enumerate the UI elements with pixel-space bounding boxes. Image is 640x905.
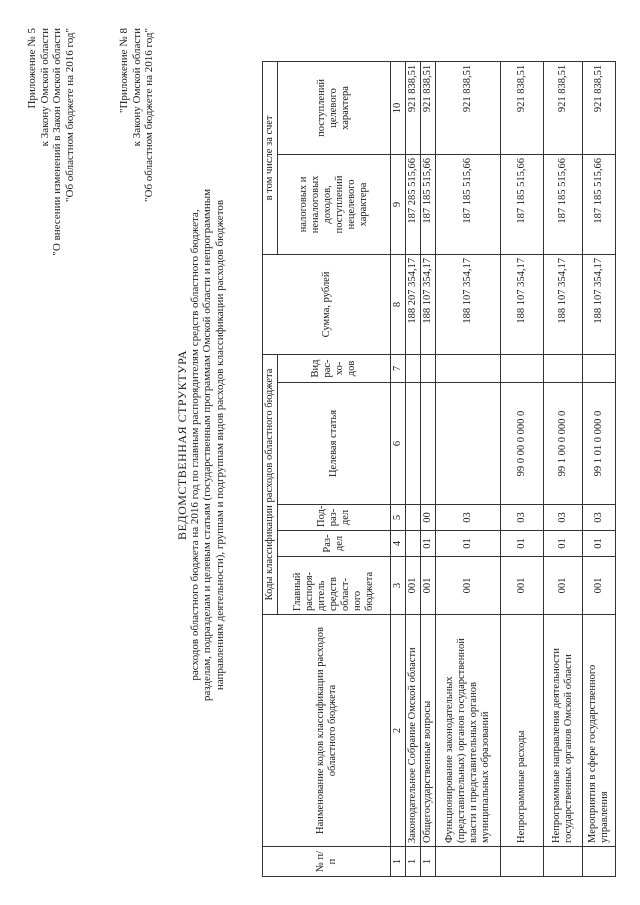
- row-vr: [406, 354, 421, 382]
- budget-structure-table: [262, 61, 616, 877]
- row-grbs: 001: [406, 557, 421, 615]
- row-nalog: 187 185 515,66: [583, 154, 616, 254]
- table-row: [421, 61, 436, 876]
- header-nalog: налоговых и неналоговых доходов, поступлений нецелевого характера: [278, 154, 391, 254]
- row-sum: 188 107 354,17: [436, 254, 501, 354]
- title-line2: расходов областного бюджета на 2016 год по главным распорядителям средств областного бюджета,: [188, 209, 201, 681]
- row-pr: 03: [583, 505, 616, 531]
- row-num: [583, 847, 616, 877]
- appendix-5-header: [26, 28, 76, 256]
- row-grbs: 001: [436, 557, 501, 615]
- row-nalog: 187 185 515,66: [544, 154, 583, 254]
- table-row: [406, 61, 421, 876]
- index-cell: 8: [391, 254, 406, 354]
- header-incl: в том числе за счет: [263, 61, 278, 254]
- header-sum: Сумма, рублей: [263, 254, 391, 354]
- row-nalog: 187 185 515,66: [421, 154, 436, 254]
- index-cell: 4: [391, 531, 406, 557]
- index-cell: 6: [391, 383, 406, 505]
- row-pr: 03: [544, 505, 583, 531]
- row-sum: 188 107 354,17: [583, 254, 616, 354]
- row-vr: [501, 354, 544, 382]
- row-name: Общегосударственные вопросы: [421, 615, 436, 847]
- row-vr: [421, 354, 436, 382]
- title-line3: разделам, подразделам и целевым статьям (государственным программам Омской области и непрограммным: [201, 188, 213, 702]
- header-codes: Коды классификации расходов областного бюджета: [263, 354, 278, 614]
- index-cell: 2: [391, 615, 406, 847]
- appendix-8-header: [118, 28, 156, 202]
- row-rz: 01: [436, 531, 501, 557]
- row-rz: 01: [544, 531, 583, 557]
- appendix-8-line2: к Закону Омской области: [130, 28, 143, 147]
- row-target: 921 838,51: [501, 61, 544, 154]
- row-cs: 99 0 00 0 000 0: [501, 383, 544, 505]
- appendix-8-line1: "Приложение № 8: [118, 28, 130, 114]
- row-vr: [583, 354, 616, 382]
- index-cell: 1: [391, 847, 406, 877]
- row-pr: 03: [501, 505, 544, 531]
- table-row: [583, 61, 616, 876]
- index-cell: 10: [391, 61, 406, 154]
- row-num: 1: [406, 847, 421, 877]
- index-cell: 7: [391, 354, 406, 382]
- appendix-5-line2: к Закону Омской области: [38, 28, 51, 147]
- row-vr: [436, 354, 501, 382]
- header-num: № п/п: [263, 847, 391, 877]
- row-num: [544, 847, 583, 877]
- appendix-5-line3: "О внесении изменений в Закон Омской области: [51, 28, 63, 256]
- document-title: [176, 145, 226, 745]
- table-row: [436, 61, 501, 876]
- row-rz: 01: [501, 531, 544, 557]
- row-rz: [406, 531, 421, 557]
- row-sum: 188 107 354,17: [421, 254, 436, 354]
- header-name: Наименование кодов классификации расходов областного бюджета: [263, 615, 391, 847]
- row-num: [436, 847, 501, 877]
- header-razdel: Раз-дел: [278, 531, 391, 557]
- row-grbs: 001: [421, 557, 436, 615]
- index-cell: 5: [391, 505, 406, 531]
- row-cs: [436, 383, 501, 505]
- header-vr: Вид рас-хо-дов: [278, 354, 391, 382]
- row-sum: 188 107 354,17: [501, 254, 544, 354]
- row-target: 921 838,51: [544, 61, 583, 154]
- appendix-8-line3: "Об областном бюджете на 2016 год": [143, 28, 155, 202]
- header-row-1: [263, 61, 278, 876]
- row-nalog: 187 185 515,66: [436, 154, 501, 254]
- row-target: 921 838,51: [436, 61, 501, 154]
- row-name: Непрограммные направления деятельности государственных органов Омской области: [544, 615, 583, 847]
- row-target: 921 838,51: [583, 61, 616, 154]
- row-cs: 99 1 01 0 000 0: [583, 383, 616, 505]
- header-cs: Целевая статья: [278, 383, 391, 505]
- row-sum: 188 207 354,17: [406, 254, 421, 354]
- header-target: поступлений целевого характера: [278, 61, 391, 154]
- appendix-5-line4: "Об областном бюджете на 2016 год": [63, 28, 76, 202]
- table-row: [501, 61, 544, 876]
- row-grbs: 001: [544, 557, 583, 615]
- appendix-5-line1: Приложение № 5: [26, 28, 38, 109]
- title-main: ВЕДОМСТВЕННАЯ СТРУКТУРА: [175, 350, 189, 540]
- row-nalog: 187 285 515,66: [406, 154, 421, 254]
- row-pr: [406, 505, 421, 531]
- row-target: 921 838,51: [421, 61, 436, 154]
- row-rz: 01: [583, 531, 616, 557]
- row-name: Мероприятия в сфере государственного управления: [583, 615, 616, 847]
- row-sum: 188 107 354,17: [544, 254, 583, 354]
- row-nalog: 187 185 515,66: [501, 154, 544, 254]
- index-row: [391, 61, 406, 876]
- row-cs: 99 1 00 0 000 0: [544, 383, 583, 505]
- header-grbs: Главный распоря-дитель средств област-ного бюджета: [278, 557, 391, 615]
- row-cs: [406, 383, 421, 505]
- row-num: 1: [421, 847, 436, 877]
- index-cell: 9: [391, 154, 406, 254]
- title-line4: направлениям деятельности), группам и подгруппам видов расходов классификации расходов бюджетов: [213, 199, 226, 691]
- row-vr: [544, 354, 583, 382]
- row-name: Непрограммные расходы: [501, 615, 544, 847]
- row-grbs: 001: [583, 557, 616, 615]
- row-name: Функционирование законодательных (представительных) органов государственной власти и представительных органов муниципальных образований: [436, 615, 501, 847]
- row-rz: 01: [421, 531, 436, 557]
- row-name: Законодательное Собрание Омской области: [406, 615, 421, 847]
- row-grbs: 001: [501, 557, 544, 615]
- row-num: [501, 847, 544, 877]
- header-podrazdel: Под-раз-дел: [278, 505, 391, 531]
- index-cell: 3: [391, 557, 406, 615]
- row-pr: 00: [421, 505, 436, 531]
- row-target: 921 838,51: [406, 61, 421, 154]
- row-pr: 03: [436, 505, 501, 531]
- row-cs: [421, 383, 436, 505]
- table-row: [544, 61, 583, 876]
